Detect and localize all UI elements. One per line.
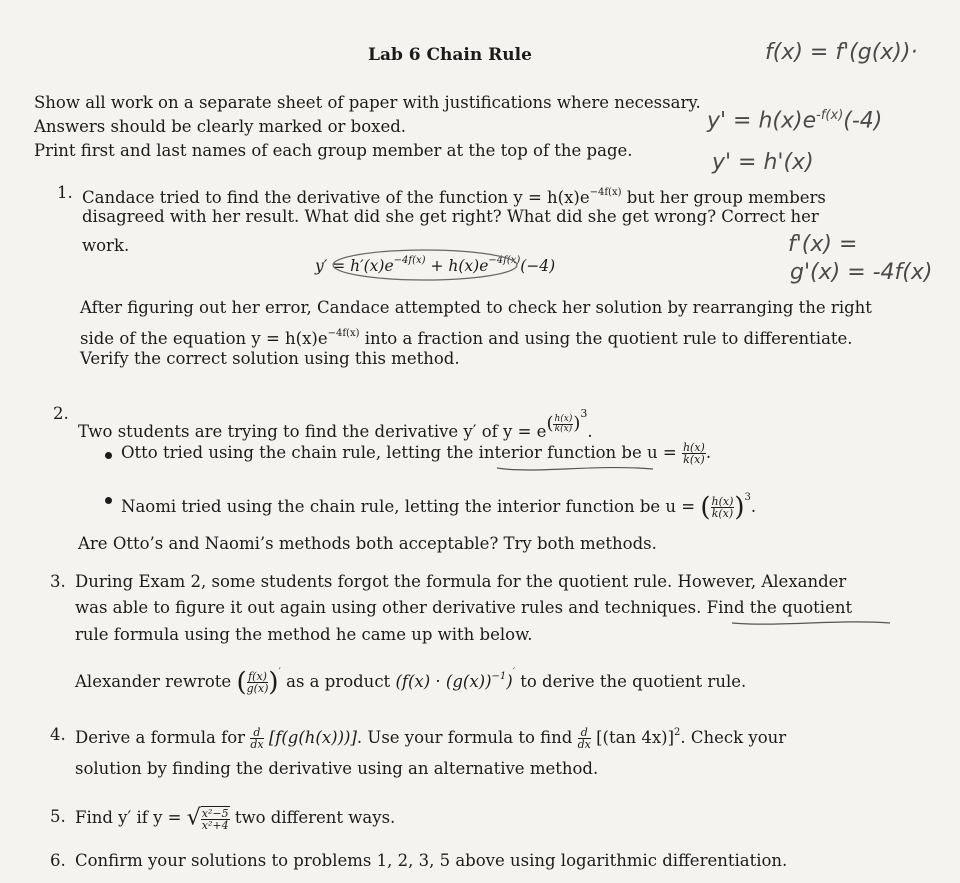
instruction-line-2: Answers should be clearly marked or boxed. <box>34 117 407 136</box>
problem-1-number: 1. <box>57 183 73 202</box>
problem-4-number: 4. <box>50 725 66 744</box>
problem-3-line-1: During Exam 2, some students forgot the formula for the quotient rule. However, Alexander <box>75 572 847 591</box>
problem-2-closing: Are Otto’s and Naomi’s methods both acceptable? Try both methods. <box>78 534 657 553</box>
problem-1-line-1: Candace tried to find the derivative of the function $y = h(x)e^{-4f(x)}$ but her group members <box>82 187 826 207</box>
handwritten-note-5: g'(x) = -4f(x) <box>790 260 933 285</box>
problem-1-line-3: work. <box>82 236 130 255</box>
problem-2-bullet-naomi: Naomi tried using the chain rule, letting the interior function be u = ( $\frac{h(x)}{k(x)}$ )$^3$. <box>121 492 757 523</box>
circled-term-mark <box>330 245 520 285</box>
problem-3-line-2: was able to figure it out again using other derivative rules and techniques. Find the quotient <box>75 598 853 617</box>
problem-5-number: 5. <box>50 807 66 826</box>
problem-3-alexander: Alexander rewrote ( $\frac{f(x)}{g(x)}$ )′ as a product $(f(x) \cdot (g(x))^{-1})'$ to derive the quotient rule. <box>75 667 747 698</box>
problem-2-text: Two students are trying to find the derivative y′ of y = e( $\frac{h(x)}{k(x)}$ )3. <box>78 407 593 441</box>
problem-1-followup-1: After figuring out her error, Candace attempted to check her solution by rearranging the right <box>80 298 872 317</box>
page-title: Lab 6 Chain Rule <box>368 45 532 65</box>
problem-1-line-2: disagreed with her result. What did she get right? What did she get wrong? Correct her <box>82 207 819 226</box>
problem-1-followup-2: side of the equation $y = h(x)e^{-4f(x)}$ into a fraction and using the quotient rule to differentiate. <box>80 328 853 348</box>
handwritten-note-2: $y' = h(x)e^{-f(x)}(-4)$ <box>707 108 883 134</box>
problem-2-number: 2. <box>53 404 69 423</box>
problem-6-number: 6. <box>50 851 66 870</box>
problem-6-text: Confirm your solutions to problems 1, 2, 3, 5 above using logarithmic differentiation. <box>75 851 788 870</box>
handwritten-note-3: y' = h'(x) <box>712 150 814 175</box>
underline-mark <box>730 618 892 628</box>
problem-3-line-3: rule formula using the method he came up with below. <box>75 625 533 644</box>
problem-2-bullet-otto: Otto tried using the chain rule, letting the interior function be u = $\frac{h(x)}{k(x)}$ . <box>121 441 712 466</box>
bullet-marker <box>105 452 112 459</box>
problem-4-line-1: Derive a formula for $\frac{d}{dx}$ [f(g(h(x)))]. Use your formula to find $\frac{d}{dx}$ [(tan 4x)]$^2$. Check your <box>75 726 787 751</box>
handwritten-note-1: f(x) = f'(g(x))· <box>765 40 918 65</box>
problem-3-number: 3. <box>50 572 66 591</box>
problem-1-equation: $y' = h'(x)e^{-4f(x)} + h(x)e^{-4f(x)}(-4)$ <box>315 255 556 275</box>
problem-4-line-2: solution by finding the derivative using an alternative method. <box>75 759 599 778</box>
problem-5-text: Find y′ if y = √ $\frac{\text{x²−5}}{\text{x²+4}}$ two different ways. <box>75 805 396 832</box>
handwritten-note-4: f'(x) = <box>788 232 858 257</box>
problem-1-followup-3: Verify the correct solution using this method. <box>80 349 460 368</box>
instruction-line-3: Print first and last names of each group member at the top of the page. <box>34 141 633 160</box>
bullet-marker <box>105 497 112 504</box>
instruction-line-1: Show all work on a separate sheet of paper with justifications where necessary. <box>34 93 701 112</box>
underline-mark <box>495 462 655 474</box>
